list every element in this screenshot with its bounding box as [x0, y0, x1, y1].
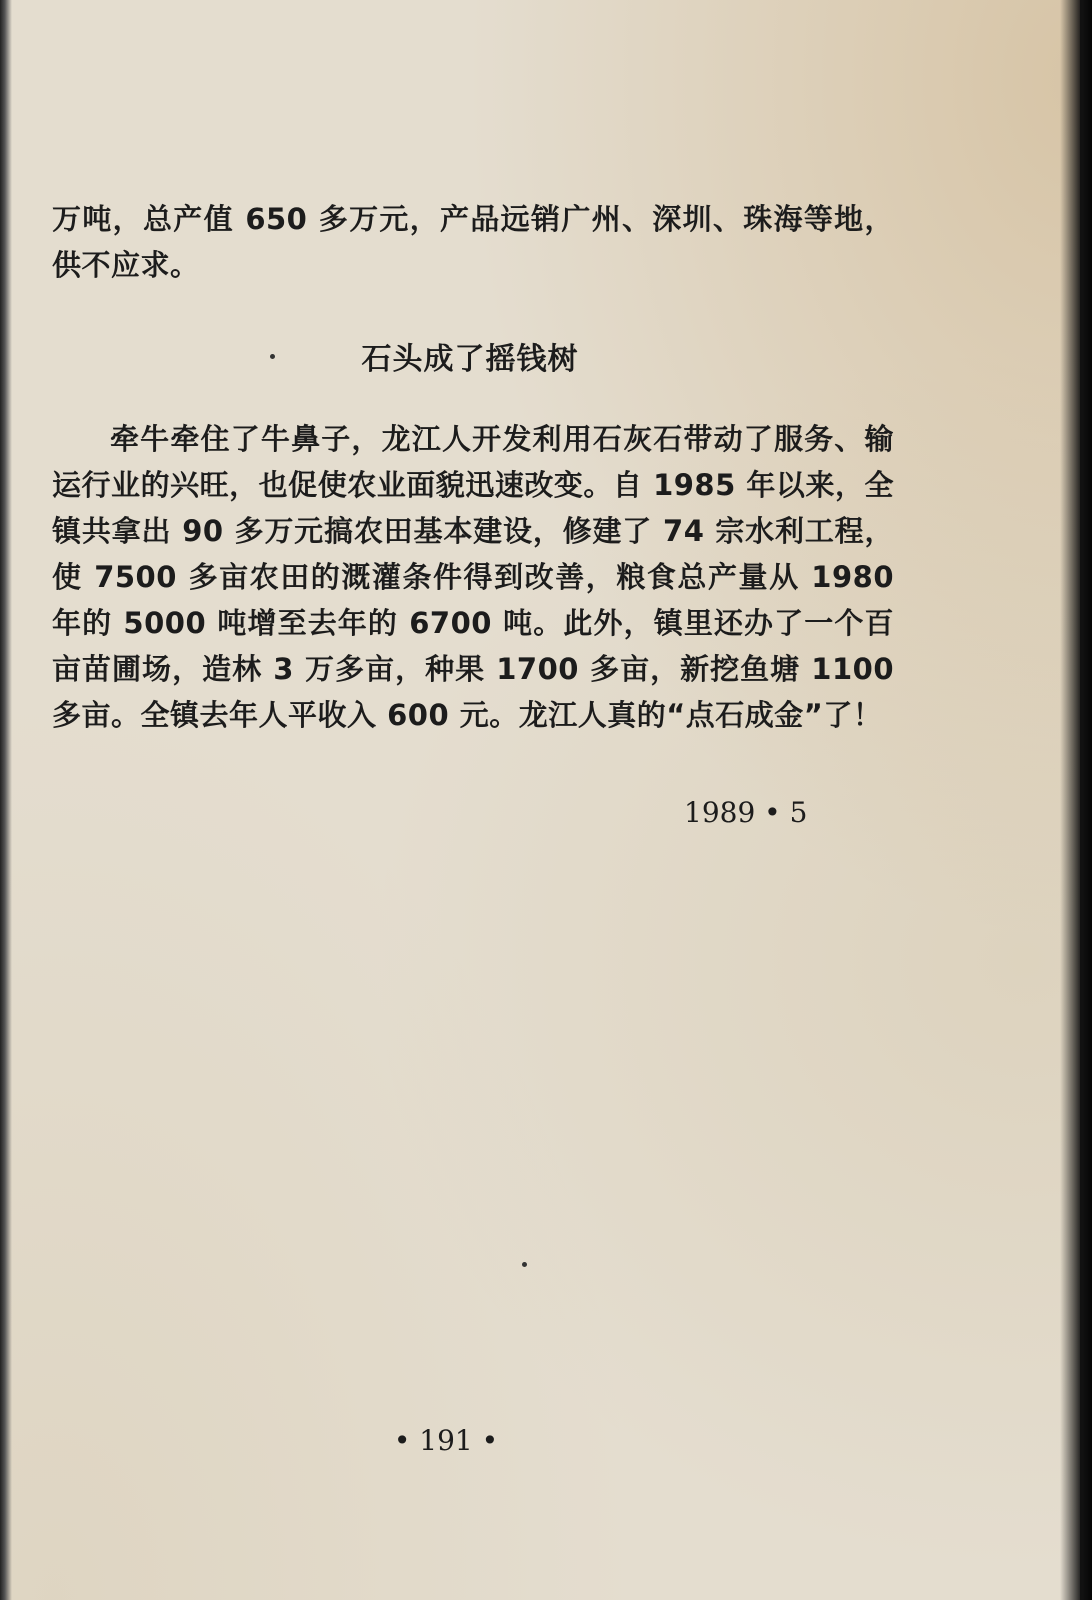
page-right-shadow — [1060, 0, 1092, 1600]
ink-speck — [270, 354, 275, 359]
section-heading: 石头成了摇钱树 — [361, 342, 579, 377]
page-left-shadow — [0, 0, 12, 1600]
paragraph-body: 牵牛牵住了牛鼻子，龙江人开发利用石灰石带动了服务、输运行业的兴旺，也促使农业面貌迅速改变。自 1985 年以来，全镇共拿出 90 多万元搞农田基本建设，修建了 74 宗水利工程，使 7500 多亩农田的溉灌条件得到改善，粮食总产量从 1980 年的 5000 吨增至去年的 6700 吨。此外，镇里还办了一个百亩苗圃场，造林 3 万多亩，种果 1700 多亩，新挖鱼塘 1100 多亩。全镇去年人平收入 600 元。龙江人真的“点石成金”了！ — [52, 422, 894, 732]
date-signature: 1989 • 5 — [684, 796, 808, 829]
paragraph-continuation: 万吨，总产值 650 多万元，产品远销广州、深圳、珠海等地，供不应求。 — [52, 202, 894, 282]
page-number: • 191 • — [393, 1424, 499, 1457]
ink-speck — [522, 1262, 527, 1267]
